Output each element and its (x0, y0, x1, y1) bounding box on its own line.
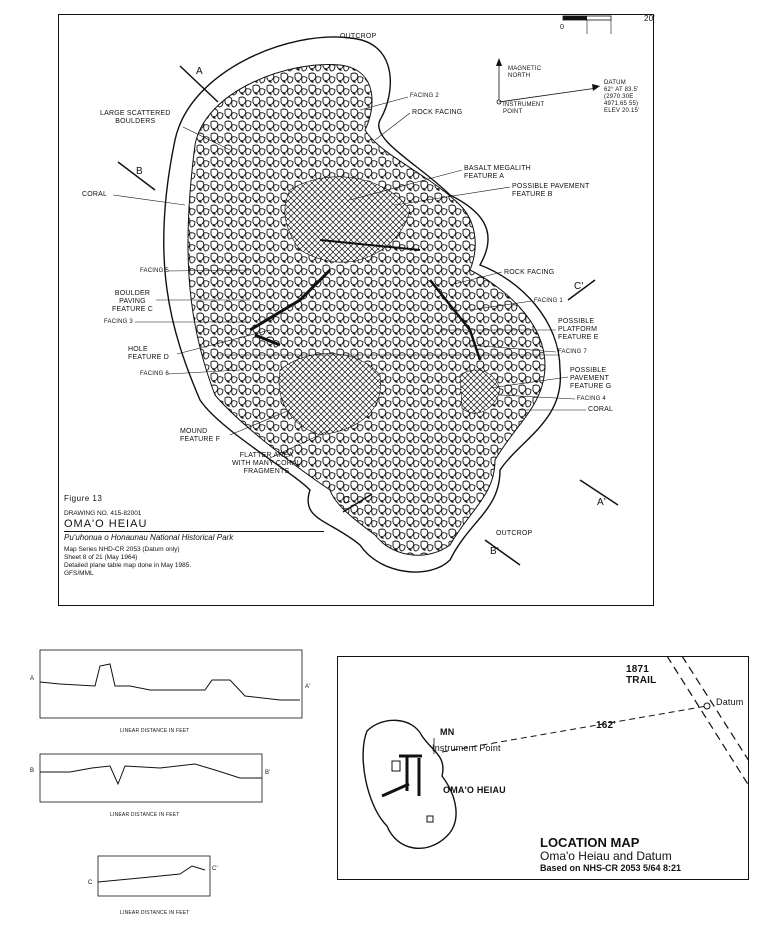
trail-label: 1871 TRAIL (626, 664, 657, 686)
instrument-point-location-label: Instrument Point (432, 743, 501, 753)
facing-2-label: FACING 2 (410, 93, 439, 99)
magnetic-north-label: MAGNETIC NORTH (508, 66, 542, 79)
distance-label: 162' (596, 720, 616, 731)
section-b-prime-label: B' (490, 546, 499, 557)
outcrop-bottom-label: OUTCROP (496, 530, 533, 537)
possible-pavement-b-label: POSSIBLE PAVEMENT FEATURE B (512, 183, 590, 198)
map-title: OMA'O HEIAU (64, 518, 148, 530)
facing-5-label: FACING 5 (140, 268, 169, 274)
possible-pavement-g-label: POSSIBLE PAVEMENT FEATURE G (570, 367, 612, 390)
initials: GFS/MML (64, 570, 94, 577)
profile-c-xlabel: LINEAR DISTANCE IN FEET (120, 910, 190, 916)
section-a-label: A (196, 66, 203, 77)
profile-a-xlabel: LINEAR DISTANCE IN FEET (120, 728, 190, 734)
facing-3-label: FACING 3 (104, 319, 133, 325)
possible-platform-label: POSSIBLE PLATFORM FEATURE E (558, 318, 599, 341)
rock-facing-right-label: ROCK FACING (504, 269, 555, 276)
facing-6-label: FACING 6 (140, 371, 169, 377)
hole-label: HOLE FEATURE D (128, 346, 169, 361)
detail-note: Detailed plane table map done in May 1985. (64, 562, 192, 569)
title-block (64, 494, 324, 578)
profile-c-left-label: C (88, 880, 93, 886)
location-map-subtitle: Oma'o Heiau and Datum (540, 849, 672, 863)
rock-facing-top-label: ROCK FACING (412, 109, 463, 116)
mn-label: MN (440, 727, 455, 737)
location-map-title: LOCATION MAP (540, 835, 640, 850)
large-boulders-label: LARGE SCATTERED BOULDERS (100, 110, 171, 125)
section-a-prime-label: A' (597, 497, 606, 508)
profile-b-left-label: B (30, 768, 35, 774)
profile-a-left-label: A (30, 676, 35, 682)
scale-zero-label: 0 (560, 24, 565, 31)
outcrop-top-label: OUTCROP (340, 33, 377, 40)
flatter-area-label: FLATTER AREA WITH MANY CORAL FRAGMENTS (232, 452, 301, 475)
coral-right-label: CORAL (588, 406, 614, 413)
heiau-location-label: OMA'O HEIAU (443, 785, 506, 795)
section-c-label: C (343, 495, 351, 506)
profile-b-right-label: B' (265, 770, 271, 776)
profile-c-right-label: C' (212, 866, 218, 872)
datum-location-label: Datum (716, 697, 744, 707)
sheet-info: Sheet 8 of 21 (May 1964) (64, 554, 138, 561)
drawing-number: DRAWING NO. 415-82001 (64, 510, 142, 517)
facing-1-label: FACING 1 (534, 298, 563, 304)
profile-a-right-label: A' (305, 684, 311, 690)
mound-label: MOUND FEATURE F (180, 428, 221, 443)
instrument-point-label: INSTRUMENT POINT (503, 102, 545, 115)
datum-label: DATUM 62° AT 83.5' (2970.30E 4971.65 55) ELEV 20.15' (604, 80, 640, 114)
boulder-paving-label: BOULDER PAVING FEATURE C (112, 290, 153, 313)
location-map-basis: Based on NHS-CR 2053 5/64 8:21 (540, 863, 682, 873)
coral-left-label: CORAL (82, 191, 108, 198)
profile-b-xlabel: LINEAR DISTANCE IN FEET (110, 812, 180, 818)
section-c-prime-label: C' (574, 281, 584, 292)
park-name: Pu'uhonua o Honaunau National Historical Park (64, 531, 324, 543)
section-b-label: B (136, 166, 143, 177)
stone-mass (188, 64, 545, 555)
basalt-megalith-label: BASALT MEGALITH FEATURE A (464, 165, 531, 180)
scale-twenty-label: 20' (644, 14, 656, 23)
facing-4-label: FACING 4 (577, 396, 606, 402)
figure-number: Figure 13 (64, 494, 103, 503)
map-series: Map Series NHD-CR 2053 (Datum only) (64, 546, 180, 553)
location-map-caption (540, 836, 681, 873)
facing-7-label: FACING 7 (558, 349, 587, 355)
profiles-graphic (0, 630, 330, 945)
